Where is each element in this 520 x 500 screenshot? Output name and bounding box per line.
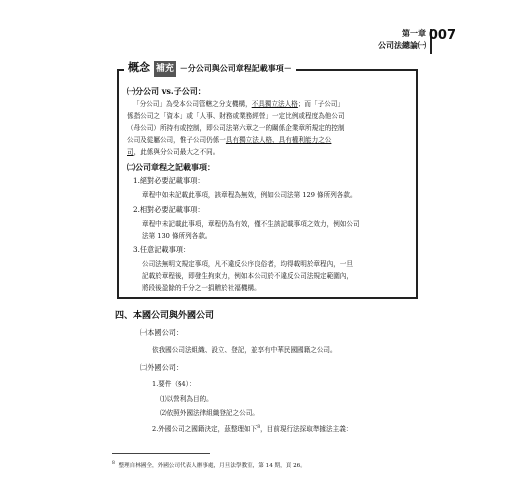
item-relative-body-1: 章程中未記載此事項，章程仍為有效，僅不生該記載事項之效力，例如公司 bbox=[142, 220, 360, 228]
subsidiary-line-3: （母公司）所持有或控制，即公司法第六章之一的關係企業章所規定的控制 bbox=[127, 124, 345, 132]
footnote-ref: 8 bbox=[257, 425, 261, 430]
chapter-label: 第一章 bbox=[402, 28, 426, 38]
item-relative-body-2: 法第 130 條所列各款。 bbox=[142, 232, 212, 240]
item-absolute-body-1: 章程中如未記載此事項，該章程為無效，例如公司法第 129 條所列各款。 bbox=[142, 191, 357, 199]
subsidiary-line-5: 司，此係與分公司最大之不同。 bbox=[127, 148, 220, 156]
articles-heading: ㈡公司章程之記載事項： bbox=[127, 162, 215, 172]
concept-box-title bbox=[124, 60, 296, 77]
page-number: 007 bbox=[428, 28, 456, 43]
item-optional-head: 3.任意記載事項： bbox=[133, 245, 191, 254]
domestic-heading: ㈠本國公司： bbox=[140, 328, 184, 337]
supplement-tag: 補充 bbox=[154, 61, 176, 77]
item-optional-body-1: 公司法無明文規定事項，凡不違反公序良俗者，均得載明於章程內，一旦 bbox=[142, 260, 353, 268]
item-absolute-head: 1.絕對必要記載事項： bbox=[133, 176, 205, 185]
item-relative-head: 2.相對必要記載事項： bbox=[133, 205, 205, 214]
requirement-heading: 1.要件（§4）： bbox=[152, 380, 196, 388]
chapter-subtitle: 公司法總論㈠ bbox=[378, 40, 426, 50]
item-optional-body-2: 記載於章程後，即發生拘束力，例如本公司於不違反公司法規定範圍內， bbox=[142, 272, 353, 280]
footnote-rule bbox=[112, 453, 210, 454]
subsidiary-line-4: 公司及從屬公司，惟子公司仍係一具有獨立法人格、具有權利能力之公 bbox=[127, 136, 332, 144]
foreign-heading: ㈡外國公司： bbox=[140, 363, 184, 372]
footnote: $^8$ 整理自林國全，外國公司代表人辦事處，月旦法學教室，第 14 期，頁 26。 bbox=[112, 461, 306, 469]
concept-title: －分公司與公司章程記載事項－ bbox=[179, 63, 292, 73]
subsidiary-heading: ㈠分公司 vs.子公司： bbox=[127, 86, 206, 96]
domestic-body: 依我國公司法組織、設立、登記，並享有中華民國國籍之公司。 bbox=[152, 346, 337, 354]
section4-title: 四、本國公司與外國公司 bbox=[115, 311, 215, 321]
item-optional-body-3: 將段後盈餘的千分之一捐贈於社福機構。 bbox=[142, 284, 261, 292]
running-header bbox=[378, 27, 426, 51]
footnote-mark: 8 bbox=[112, 461, 115, 466]
requirement-item-1: ⑴以營利為目的。 bbox=[160, 395, 213, 403]
nationality-line: 2.外國公司之國籍決定，茲整理如下$^8$，目前現行法採取準據法主義： bbox=[152, 425, 353, 434]
concept-label: 概念 bbox=[128, 61, 150, 74]
requirement-item-2: ⑵依照外國法律組織登記之公司。 bbox=[160, 409, 259, 417]
subsidiary-line-1: 「分公司」為受本公司管轄之分支機構，不具獨立法人格；而「子公司」 bbox=[133, 100, 344, 108]
subsidiary-line-2: 係指公司之「資本」或「人事、財務或業務經營」一定比例或程度為他公司 bbox=[127, 112, 345, 120]
